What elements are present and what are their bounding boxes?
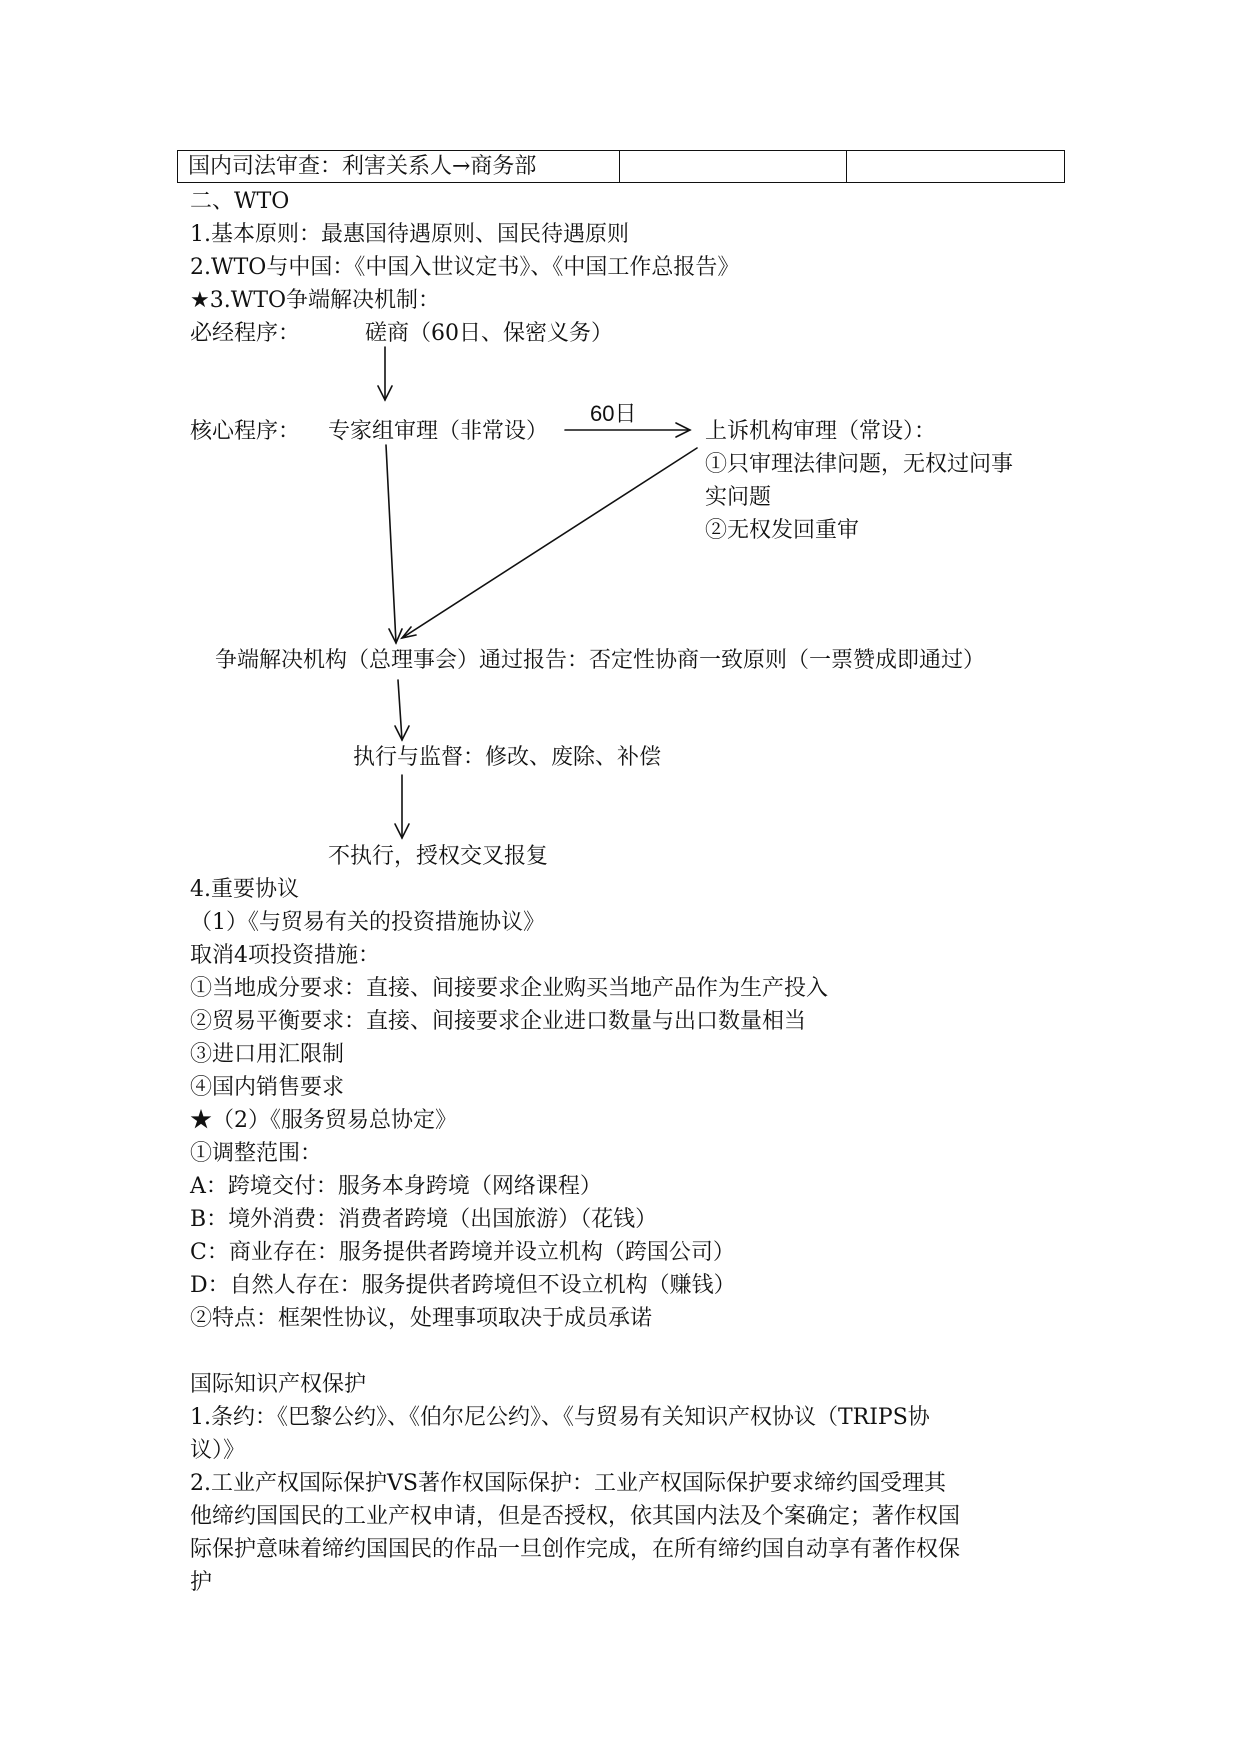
list-item: ①当地成分要求：直接、间接要求企业购买当地产品作为生产投入 <box>190 976 829 1001</box>
list-item: A：跨境交付：服务本身跨境（网络课程） <box>190 1174 602 1199</box>
list-item: ③进口用汇限制 <box>190 1042 345 1067</box>
ip-paragraph-2-cont: 际保护意味着缔约国国民的作品一旦创作完成，在所有缔约国自动享有著作权保 <box>190 1537 961 1562</box>
appellate-note-1a: ①只审理法律问题，无权过问事 <box>705 452 1014 477</box>
list-item: D：自然人存在：服务提供者跨境但不设立机构（赚钱） <box>190 1273 736 1298</box>
core-procedure-label: 核心程序： <box>190 419 301 444</box>
list-item: C：商业存在：服务提供者跨境并设立机构（跨国公司） <box>190 1240 735 1265</box>
table-cell: 国内司法审查：利害关系人→商务部 <box>178 151 620 183</box>
ip-paragraph-2-cont: 他缔约国国民的工业产权申请，但是否授权，依其国内法及个案确定；著作权国 <box>190 1504 961 1529</box>
arrow-dsb-to-execution <box>395 680 409 740</box>
consultation-node: 磋商（60日、保密义务） <box>365 321 613 346</box>
ip-paragraph-1: 1.条约：《巴黎公约》、《伯尔尼公约》、《与贸易有关知识产权协议（TRIPS协 <box>190 1405 930 1430</box>
ip-paragraph-2: 2.工业产权国际保护VS著作权国际保护：工业产权国际保护要求缔约国受理其 <box>190 1471 946 1496</box>
paragraph-basic-principles: 1.基本原则：最惠国待遇原则、国民待遇原则 <box>190 222 629 247</box>
paragraph-dispute-mechanism: ★3.WTO争端解决机制： <box>190 288 441 313</box>
retaliation-node: 不执行，授权交叉报复 <box>328 844 549 869</box>
ip-heading: 国际知识产权保护 <box>190 1372 367 1397</box>
ip-paragraph-1-cont: 议）》 <box>190 1438 246 1463</box>
execution-node: 执行与监督：修改、废除、补偿 <box>353 745 662 770</box>
list-item: ②贸易平衡要求：直接、间接要求企业进口数量与出口数量相当 <box>190 1009 807 1034</box>
paragraph-wto-china: 2.WTO与中国：《中国入世议定书》、《中国工作总报告》 <box>190 255 740 280</box>
trims-title: （1）《与贸易有关的投资措施协议》 <box>190 910 545 935</box>
gats-feature: ②特点：框架性协议，处理事项取决于成员承诺 <box>190 1306 653 1331</box>
arrow-panel-to-dsb <box>386 445 402 643</box>
required-procedure-label: 必经程序： <box>190 321 301 346</box>
gats-scope: ①调整范围： <box>190 1141 323 1166</box>
arrow-label-60-days: 60日 <box>590 401 637 426</box>
arrow-consultation-to-panel <box>378 347 392 400</box>
list-item: B：境外消费：消费者跨境（出国旅游）（花钱） <box>190 1207 658 1232</box>
appellate-node: 上诉机构审理（常设）： <box>705 419 937 444</box>
arrow-appellate-to-dsb <box>402 448 697 638</box>
gats-title: ★（2）《服务贸易总协定》 <box>190 1108 457 1133</box>
appellate-note-2: ②无权发回重审 <box>705 518 860 543</box>
trims-intro: 取消4项投资措施： <box>190 943 380 968</box>
agreements-heading: 4.重要协议 <box>190 877 299 902</box>
arrow-execution-to-retaliation <box>395 775 409 838</box>
section-heading-wto: 二、WTO <box>190 189 290 214</box>
ip-paragraph-2-cont: 护 <box>190 1570 213 1595</box>
arrow-panel-to-appellate <box>565 423 690 437</box>
panel-node: 专家组审理（非常设） <box>328 419 549 444</box>
appellate-note-1b: 实问题 <box>705 485 772 510</box>
list-item: ④国内销售要求 <box>190 1075 345 1100</box>
dsb-node: 争端解决机构（总理事会）通过报告：否定性协商一致原则（一票赞成即通过） <box>215 648 986 673</box>
